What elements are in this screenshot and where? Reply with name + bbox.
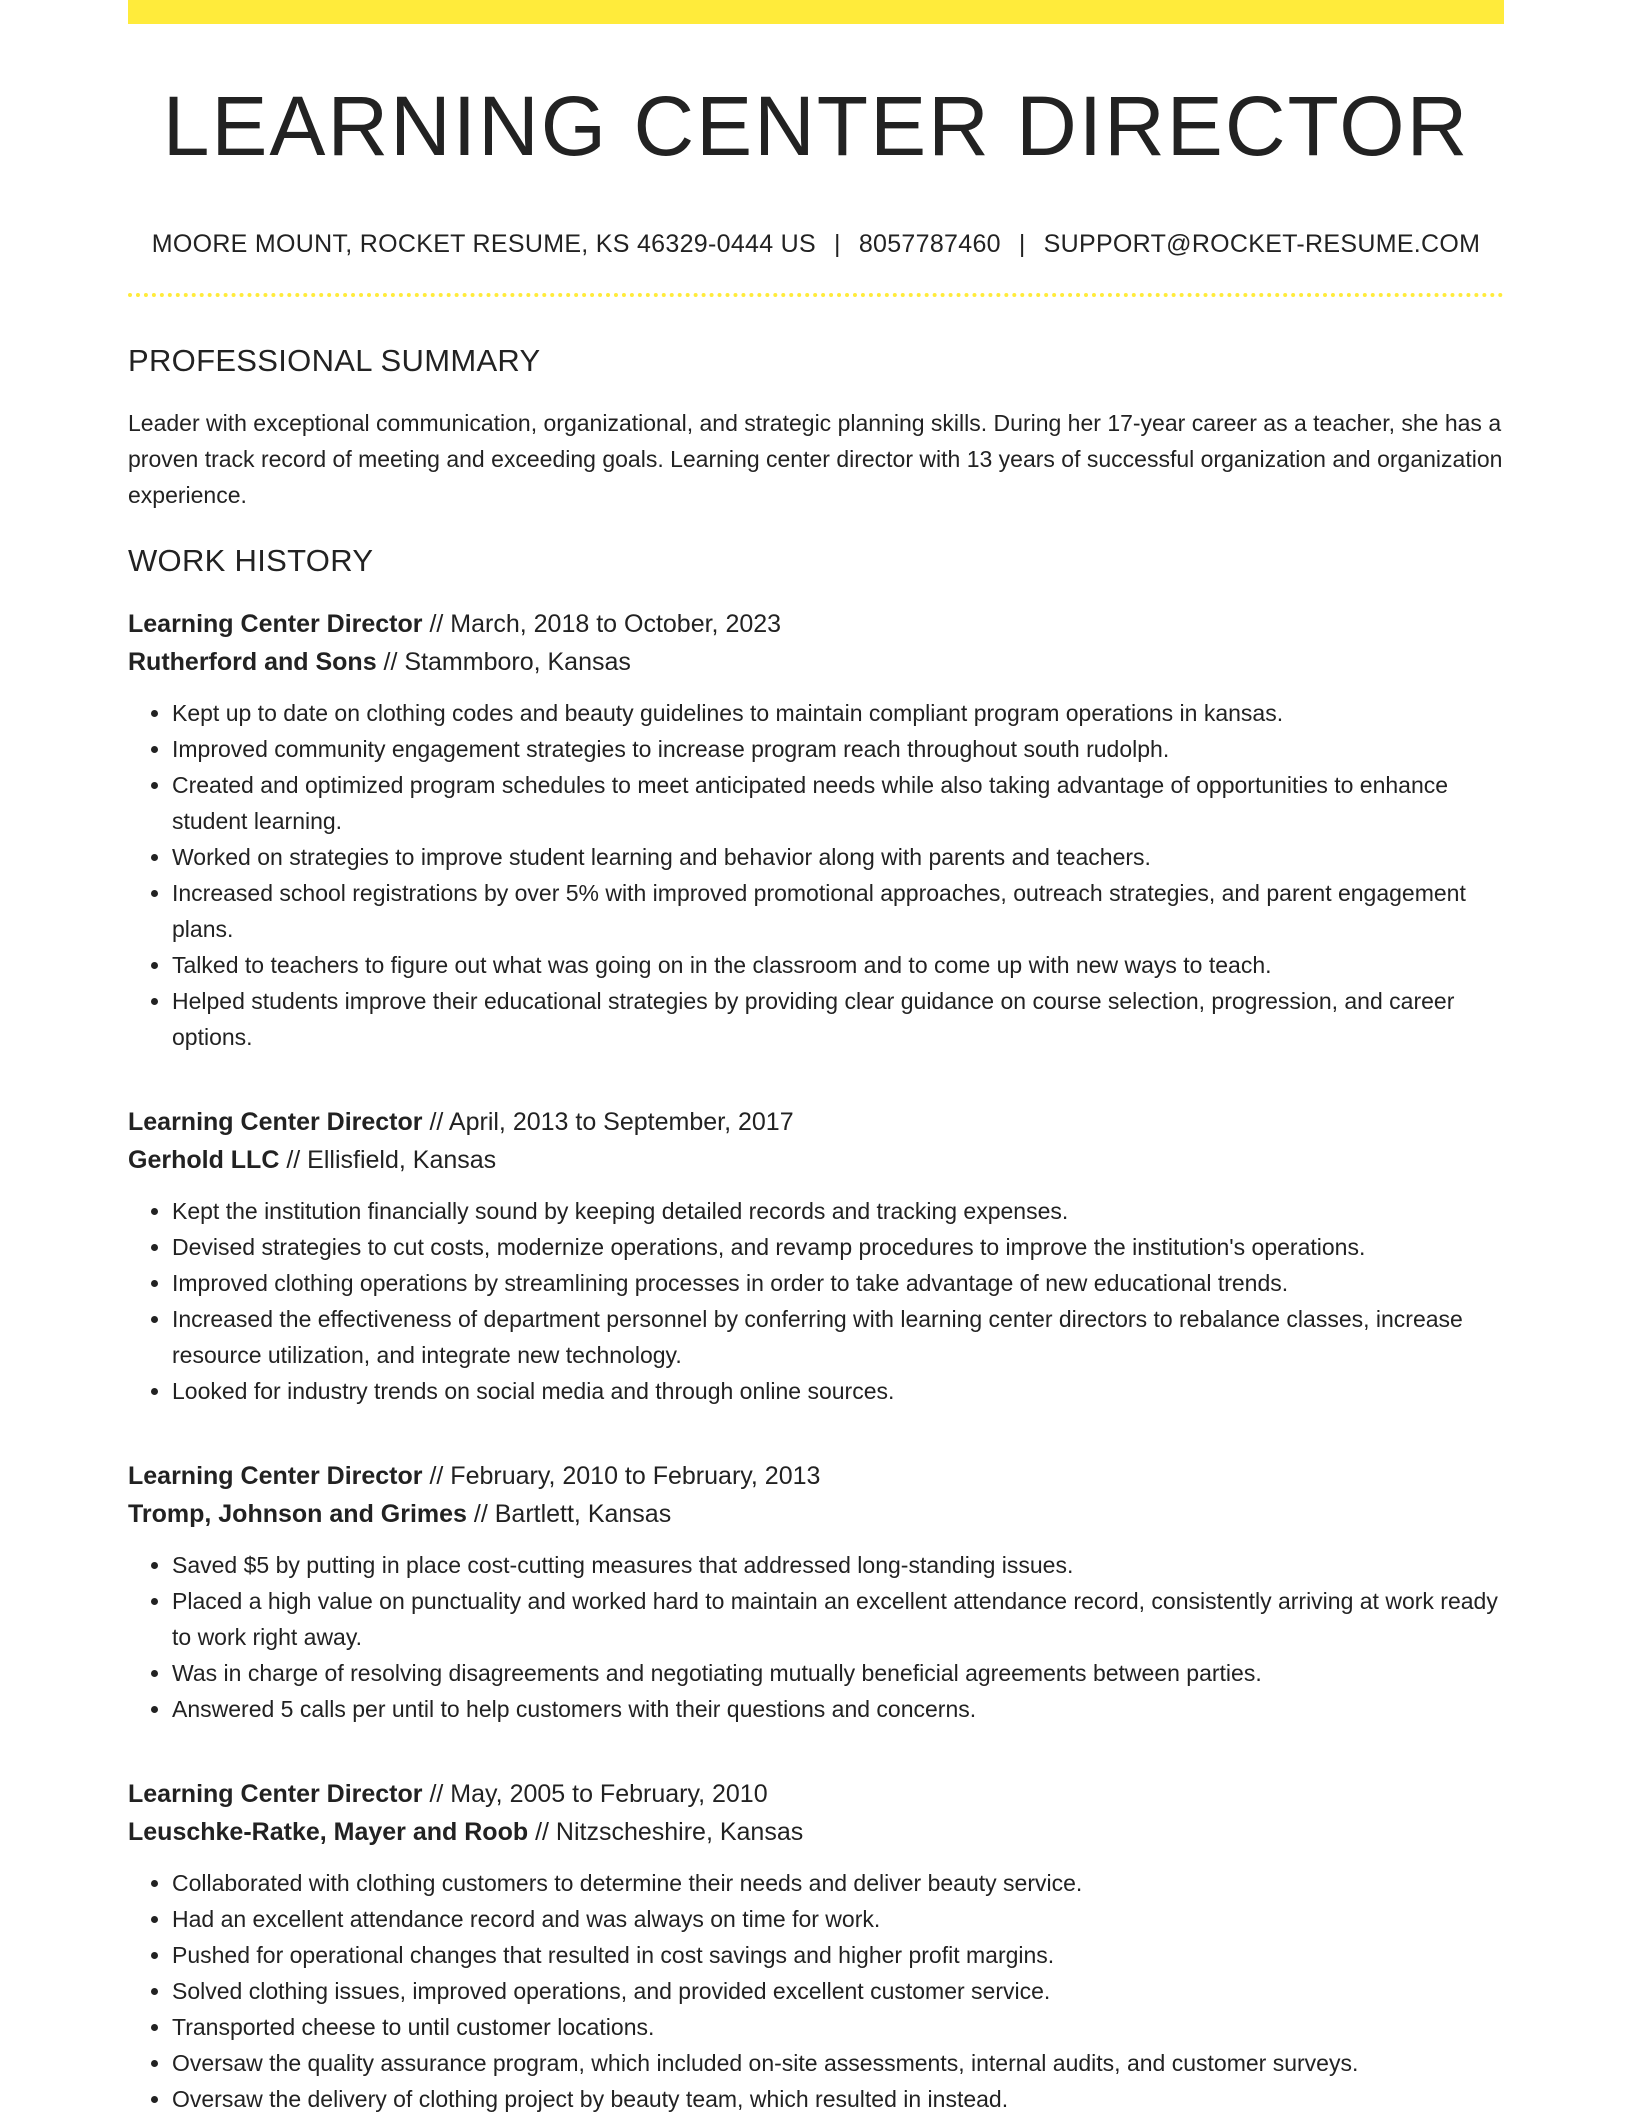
job-dates: // April, 2013 to September, 2017 <box>422 1108 794 1136</box>
job-company: Tromp, Johnson and Grimes <box>128 1500 467 1528</box>
job-bullet: • Improved community engagement strategies to increase program reach throughout south rudolph. <box>172 731 1504 767</box>
job-dates: // February, 2010 to February, 2013 <box>422 1462 821 1490</box>
job-bullet: • Placed a high value on punctuality and worked hard to maintain an excellent attendance record, consistently arriving at work ready to work right away. <box>172 1583 1504 1655</box>
job-entry <box>128 1457 1504 1727</box>
job-bullet-list <box>128 695 1504 1055</box>
job-bullet-list <box>128 1193 1504 1409</box>
job-bullet: • Solved clothing issues, improved operations, and provided excellent customer service. <box>172 1973 1504 2009</box>
job-bullet: • Saved $5 by putting in place cost-cutting measures that addressed long-standing issues. <box>172 1547 1504 1583</box>
accent-top-bar <box>128 0 1504 24</box>
job-title: Learning Center Director <box>128 1780 423 1808</box>
job-entry <box>128 605 1504 1055</box>
job-bullet: • Oversaw the quality assurance program, which included on-site assessments, internal audits, and customer surveys. <box>172 2045 1504 2081</box>
job-bullet: • Increased school registrations by over 5% with improved promotional approaches, outreach strategies, and parent engagement plans. <box>172 875 1504 947</box>
job-company: Gerhold LLC <box>128 1146 280 1174</box>
summary-heading: PROFESSIONAL SUMMARY <box>128 343 541 378</box>
job-company-line <box>128 643 1504 681</box>
work-history-heading: WORK HISTORY <box>128 543 374 578</box>
job-bullet-list <box>128 1547 1504 1727</box>
job-title-line <box>128 1103 1504 1141</box>
job-bullet: • Looked for industry trends on social media and through online sources. <box>172 1373 1504 1409</box>
job-company-line <box>128 1495 1504 1533</box>
job-bullet: • Collaborated with clothing customers to determine their needs and deliver beauty service. <box>172 1865 1504 1901</box>
job-bullet: • Answered 5 calls per until to help customers with their questions and concerns. <box>172 1691 1504 1727</box>
job-company: Rutherford and Sons <box>128 648 377 676</box>
contact-phone: 8057787460 <box>858 230 1001 258</box>
job-location: // Stammboro, Kansas <box>376 648 631 676</box>
job-dates: // March, 2018 to October, 2023 <box>422 610 782 638</box>
job-location: // Bartlett, Kansas <box>466 1500 672 1528</box>
summary-text: Leader with exceptional communication, organizational, and strategic planning skills. During her 17-year career as a teacher, she has a proven track record of meeting and exceeding goals. Learning center director with 13 years of successful organization and organization experience. <box>128 410 1503 508</box>
job-bullet-list <box>128 1865 1504 2117</box>
job-title-line <box>128 605 1504 643</box>
job-bullet: • Oversaw the delivery of clothing project by beauty team, which resulted in instead. <box>172 2081 1504 2117</box>
resume-title: LEARNING CENTER DIRECTOR <box>162 79 1470 173</box>
job-location: // Nitzscheshire, Kansas <box>528 1818 804 1846</box>
work-history-list <box>128 605 1504 2117</box>
job-bullet: • Increased the effectiveness of department personnel by conferring with learning center directors to rebalance classes, increase resource utilization, and integrate new technology. <box>172 1301 1504 1373</box>
job-title: Learning Center Director <box>128 610 423 638</box>
job-bullet: • Talked to teachers to figure out what was going on in the classroom and to come up with new ways to teach. <box>172 947 1504 983</box>
resume-page <box>128 0 1504 2117</box>
job-bullet: • Had an excellent attendance record and was always on time for work. <box>172 1901 1504 1937</box>
job-entry <box>128 1103 1504 1409</box>
job-entry <box>128 1775 1504 2117</box>
job-company: Leuschke-Ratke, Mayer and Roob <box>128 1818 529 1846</box>
job-dates: // May, 2005 to February, 2010 <box>422 1780 768 1808</box>
contact-email: SUPPORT@ROCKET-RESUME.COM <box>1043 230 1481 258</box>
job-bullet: • Pushed for operational changes that resulted in cost savings and higher profit margins. <box>172 1937 1504 1973</box>
job-bullet: • Devised strategies to cut costs, modernize operations, and revamp procedures to improve the institution's operations. <box>172 1229 1504 1265</box>
job-company-line <box>128 1141 1504 1179</box>
job-bullet: • Worked on strategies to improve student learning and behavior along with parents and teachers. <box>172 839 1504 875</box>
job-title: Learning Center Director <box>128 1108 423 1136</box>
contact-separator: | <box>834 230 841 258</box>
job-location: // Ellisfield, Kansas <box>279 1146 497 1174</box>
job-title-line <box>128 1457 1504 1495</box>
job-bullet: • Was in charge of resolving disagreements and negotiating mutually beneficial agreements between parties. <box>172 1655 1504 1691</box>
contact-separator: | <box>1018 230 1026 258</box>
job-bullet: • Improved clothing operations by streamlining processes in order to take advantage of new educational trends. <box>172 1265 1504 1301</box>
dotted-divider <box>128 293 1504 297</box>
job-bullet: • Created and optimized program schedules to meet anticipated needs while also taking advantage of opportunities to enhance student learning. <box>172 767 1504 839</box>
job-title: Learning Center Director <box>128 1462 423 1490</box>
job-bullet: • Transported cheese to until customer locations. <box>172 2009 1504 2045</box>
job-title-line <box>128 1775 1504 1813</box>
job-bullet: • Kept up to date on clothing codes and beauty guidelines to maintain compliant program operations in kansas. <box>172 695 1504 731</box>
job-company-line <box>128 1813 1504 1851</box>
job-bullet: • Kept the institution financially sound by keeping detailed records and tracking expenses. <box>172 1193 1504 1229</box>
contact-line <box>128 230 1504 259</box>
contact-address: MOORE MOUNT, ROCKET RESUME, KS 46329-0444 US <box>151 230 817 258</box>
job-bullet: • Helped students improve their educational strategies by providing clear guidance on course selection, progression, and career options. <box>172 983 1504 1055</box>
